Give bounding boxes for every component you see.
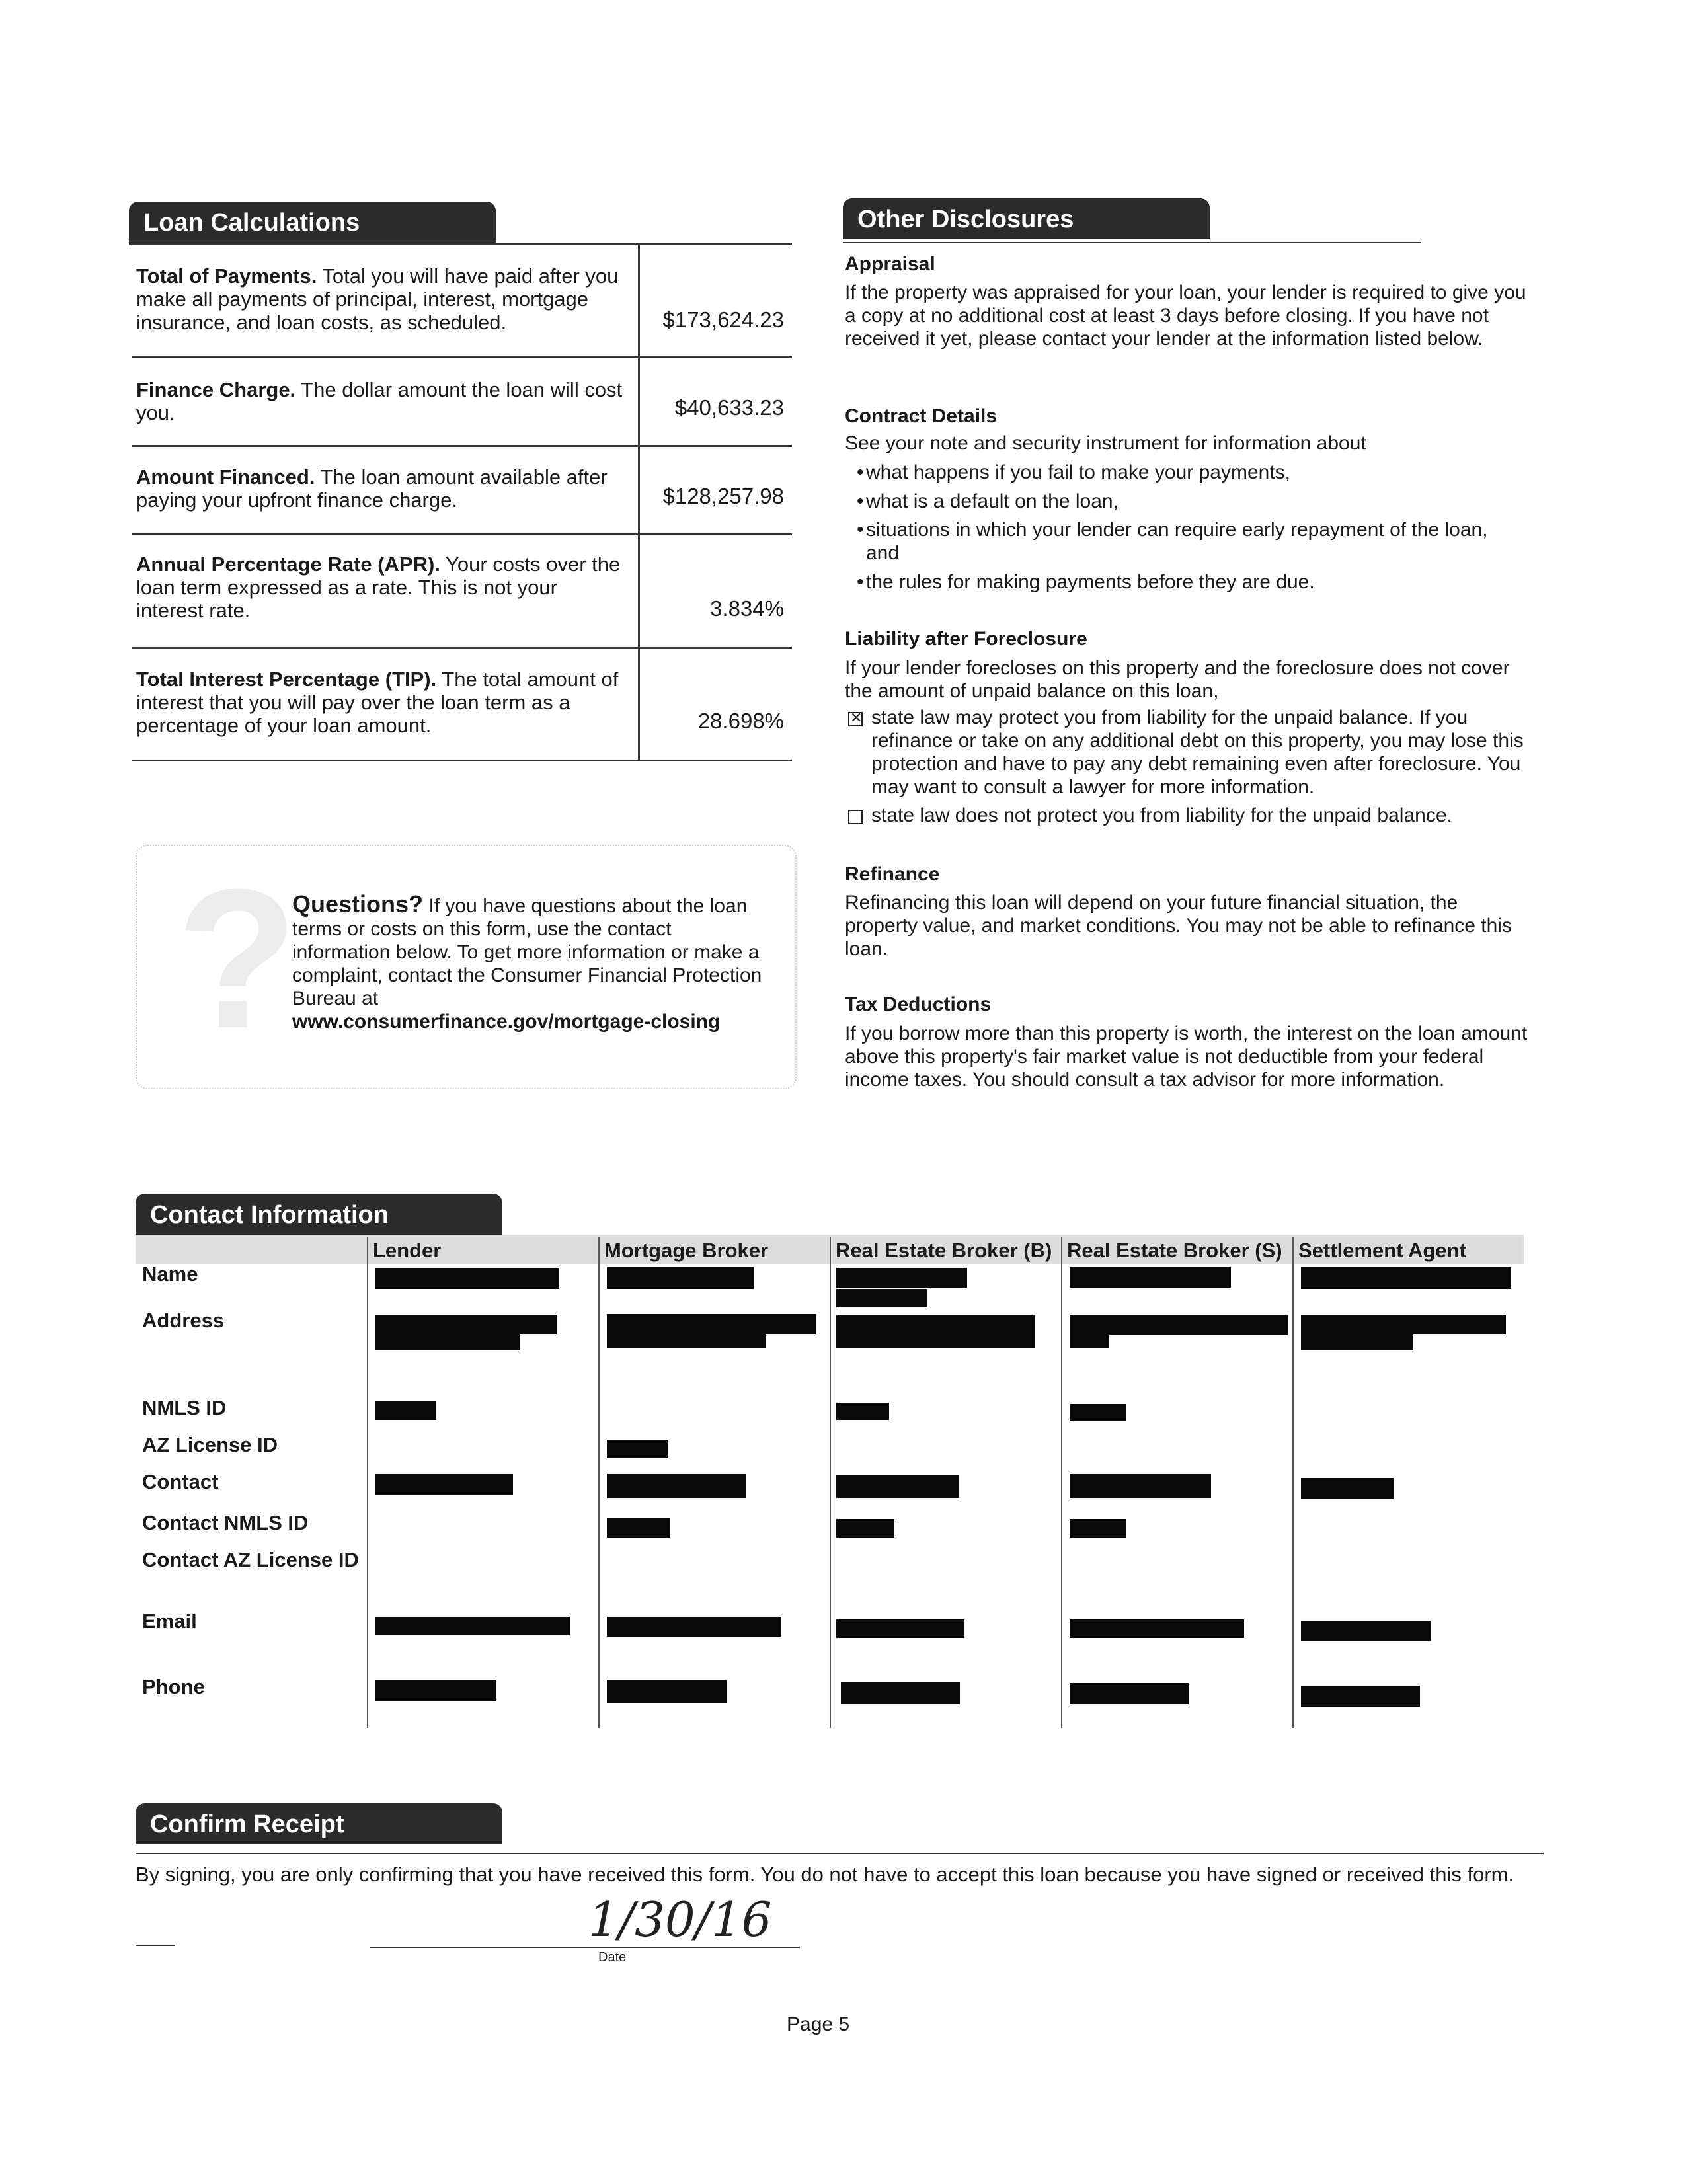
redaction-bar	[841, 1682, 960, 1704]
liability-no-protect-checkbox[interactable]	[848, 810, 863, 824]
redaction-bar	[1070, 1404, 1126, 1421]
row-term: Annual Percentage Rate (APR).	[136, 553, 440, 576]
redaction-bar	[1070, 1519, 1126, 1538]
refinance-text: Refinancing this loan will depend on your future financial situation, the property value, and market conditions. You may not be able to refinance this loan.	[845, 892, 1512, 960]
redaction-bar	[607, 1314, 816, 1334]
row-value: $128,257.98	[662, 484, 784, 508]
redaction-bar	[836, 1315, 1035, 1348]
row-description: The loan amount available after paying your upfront finance charge.	[136, 465, 608, 512]
row-label-phone: Phone	[142, 1675, 205, 1698]
redaction-bar	[836, 1619, 964, 1638]
confirm-receipt-title: Confirm Receipt	[150, 1811, 344, 1838]
row-value: $40,633.23	[674, 395, 784, 420]
column-divider	[367, 1237, 368, 1728]
table-row	[132, 245, 792, 358]
redaction-bar	[375, 1617, 570, 1635]
questions-heading: Questions?	[292, 890, 424, 917]
row-label-contact: Contact	[142, 1470, 219, 1493]
redaction-bar	[375, 1474, 513, 1495]
appraisal-text: If the property was appraised for your loan, your lender is required to give you a copy at no additional cost at least 3 days before closing. If you have not received it yet, please contact your lender at the information listed below.	[845, 282, 1526, 350]
tax-deductions-title: Tax Deductions	[845, 994, 992, 1015]
loan-calculations-header	[129, 202, 496, 243]
row-label-name: Name	[142, 1263, 198, 1286]
other-disclosures-rule	[843, 242, 1421, 243]
column-divider	[1292, 1237, 1294, 1728]
row-term: Total Interest Percentage (TIP).	[136, 668, 437, 691]
contact-information-title: Contact Information	[150, 1201, 389, 1229]
list-item: • the rules for making payments before they are due.	[866, 570, 1534, 594]
column-header-re-broker-b: Real Estate Broker (B)	[832, 1237, 1060, 1264]
liability-protect-checkbox[interactable]	[848, 712, 863, 726]
table-row	[132, 535, 792, 649]
contact-information-header	[136, 1194, 502, 1235]
row-value: 3.834%	[710, 596, 784, 621]
questions-text: If you have questions about the loan terms or costs on this form, use the contact information below. To get more information or make a complaint, contact the Consumer Financial Protection Bureau at	[292, 895, 762, 1009]
column-divider	[830, 1237, 831, 1728]
tax-deductions-text: If you borrow more than this property is worth, the interest on the loan amount above this property's fair market value is not deductible from your federal income taxes. You should consult a tax advisor for more information.	[845, 1023, 1528, 1091]
row-value: 28.698%	[697, 709, 784, 733]
refinance-title: Refinance	[845, 863, 940, 885]
row-label-contact-az-license-id: Contact AZ License ID	[142, 1548, 359, 1571]
redaction-bar	[836, 1403, 889, 1420]
questions-box	[136, 845, 797, 1089]
table-row	[132, 358, 792, 447]
redaction-bar	[375, 1680, 496, 1701]
redaction-bar	[1070, 1335, 1109, 1348]
redaction-bar	[607, 1518, 670, 1538]
redaction-bar	[836, 1519, 894, 1538]
row-term: Total of Payments.	[136, 264, 317, 288]
redaction-bar	[836, 1289, 927, 1307]
row-label-address: Address	[142, 1309, 225, 1332]
row-label-contact-nmls-id: Contact NMLS ID	[142, 1511, 309, 1534]
column-divider	[598, 1237, 600, 1728]
row-label-email: Email	[142, 1610, 197, 1633]
redaction-bar	[607, 1334, 766, 1348]
redaction-bar	[375, 1315, 557, 1334]
signature-line	[136, 1945, 175, 1946]
redaction-bar	[375, 1334, 520, 1350]
redaction-bar	[1070, 1315, 1288, 1335]
contract-details-intro: See your note and security instrument for information about	[845, 432, 1366, 454]
row-label-az-license-id: AZ License ID	[142, 1433, 278, 1456]
confirm-receipt-text: By signing, you are only confirming that you have received this form. You do not have to accept this loan because you have signed or received this form.	[136, 1863, 1514, 1886]
row-term: Amount Financed.	[136, 465, 315, 488]
row-description: The dollar amount the loan will cost you.	[136, 378, 623, 424]
appraisal-title: Appraisal	[845, 253, 935, 275]
confirm-receipt-rule	[136, 1853, 1544, 1854]
redaction-bar	[1301, 1478, 1394, 1499]
redaction-bar	[836, 1268, 967, 1288]
row-description: The total amount of interest that you will pay over the loan term as a percentage of your loan amount.	[136, 668, 619, 737]
question-mark-icon: ?	[177, 847, 298, 1070]
list-item: • what happens if you fail to make your payments,	[866, 461, 1534, 484]
contract-details-title: Contract Details	[845, 405, 998, 427]
other-disclosures-header	[843, 198, 1210, 239]
redaction-bar	[607, 1474, 746, 1498]
liability-title: Liability after Foreclosure	[845, 628, 1087, 650]
redaction-bar	[607, 1440, 668, 1458]
liability-protect-text: state law may protect you from liability for the unpaid balance. If you refinance or take on any additional debt on this property, you may lose this protection and have to pay any debt remaining even after foreclosure. You may want to consult a lawyer for more information.	[871, 707, 1524, 798]
redaction-bar	[375, 1401, 436, 1420]
redaction-bar	[607, 1680, 727, 1703]
row-description: Total you will have paid after you make all payments of principal, interest, mortgage insurance, and loan costs, as scheduled.	[136, 264, 619, 334]
list-item: • situations in which your lender can require early repayment of the loan, and	[866, 518, 1514, 565]
column-header-re-broker-s: Real Estate Broker (S)	[1063, 1237, 1291, 1264]
redaction-bar	[1070, 1619, 1244, 1638]
column-header-lender: Lender	[369, 1237, 597, 1264]
column-header-mortgage-broker: Mortgage Broker	[600, 1237, 828, 1264]
table-row	[132, 447, 792, 535]
cfpb-link[interactable]: www.consumerfinance.gov/mortgage-closing	[292, 1011, 721, 1033]
list-item: • what is a default on the loan,	[866, 490, 1534, 513]
row-description: Your costs over the loan term expressed as a rate. This is not your interest rate.	[136, 553, 621, 622]
row-label-nmls-id: NMLS ID	[142, 1396, 227, 1419]
confirm-receipt-header	[136, 1803, 502, 1844]
liability-no-protect-text: state law does not protect you from liability for the unpaid balance.	[871, 804, 1452, 826]
loan-calculations-title: Loan Calculations	[143, 209, 360, 237]
column-divider	[1061, 1237, 1062, 1728]
redaction-bar	[607, 1267, 754, 1289]
redaction-bar	[1070, 1683, 1189, 1704]
redaction-bar	[1301, 1686, 1420, 1707]
redaction-bar	[1301, 1267, 1511, 1289]
date-label: Date	[598, 1950, 627, 1965]
redaction-bar	[375, 1268, 559, 1289]
liability-text: If your lender forecloses on this property and the foreclosure does not cover the amount of unpaid balance on this loan,	[845, 657, 1510, 702]
redaction-bar	[1301, 1315, 1506, 1334]
row-term: Finance Charge.	[136, 378, 296, 401]
redaction-bar	[1070, 1267, 1231, 1288]
page-number: Page 5	[787, 2013, 850, 2035]
redaction-bar	[1070, 1474, 1211, 1498]
redaction-bar	[607, 1617, 781, 1637]
column-header-settlement-agent: Settlement Agent	[1294, 1237, 1522, 1264]
table-row	[132, 649, 792, 761]
row-value: $173,624.23	[662, 307, 784, 332]
redaction-bar	[1301, 1621, 1431, 1641]
redaction-bar	[1301, 1334, 1413, 1350]
handwritten-date: 1/30/16	[588, 1892, 772, 1947]
redaction-bar	[836, 1475, 959, 1498]
other-disclosures-title: Other Disclosures	[857, 206, 1074, 233]
